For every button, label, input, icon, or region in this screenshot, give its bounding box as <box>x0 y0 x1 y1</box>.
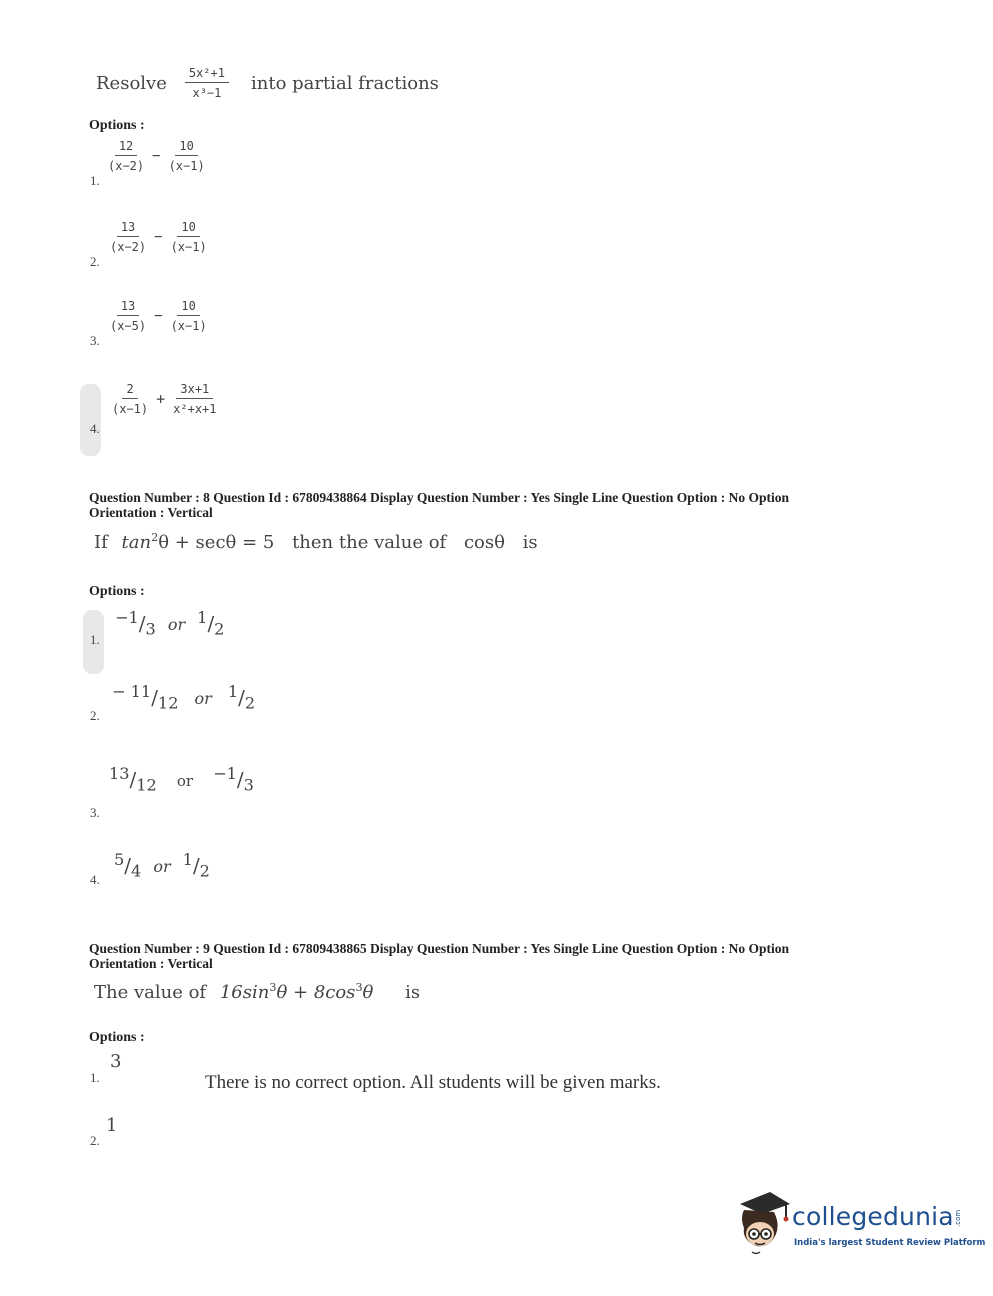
q7-opt3-a-den: (x−5) <box>110 319 147 333</box>
q7-option-3[interactable] <box>106 299 211 333</box>
q7-opt4-b-num: 3x+1 <box>176 382 213 399</box>
q7-frac-denominator: x³−1 <box>192 86 222 100</box>
q8-opt4-den: 4 <box>131 861 142 881</box>
q7-opt1-b-num: 10 <box>175 139 197 156</box>
q9-option-1-number: 1. <box>90 1070 100 1085</box>
q7-question <box>96 66 439 100</box>
q8-tan-exponent: 2 <box>151 531 159 544</box>
q7-fraction <box>185 66 229 100</box>
q9-option-1[interactable]: 3 <box>110 1051 122 1072</box>
q7-opt2-a-num: 13 <box>117 220 139 237</box>
q7-opt1-a-num: 12 <box>115 139 137 156</box>
q7-opt1-b-den: (x−1) <box>168 159 205 173</box>
q7-opt2-b-num: 10 <box>177 220 199 237</box>
q9-meta-line2: Orientation : Vertical <box>89 956 213 971</box>
q8-option-4-number: 4. <box>90 872 100 887</box>
q8-meta-line2: Orientation : Vertical <box>89 505 213 520</box>
q8-opt3-or: or <box>176 772 194 791</box>
q7-frac-numerator: 5x²+1 <box>185 66 229 83</box>
q7-suffix: into partial fractions <box>250 72 439 94</box>
q7-opt3-b-den: (x−1) <box>170 319 207 333</box>
q8-option-3-number: 3. <box>90 805 100 820</box>
q7-opt3-operator: − <box>154 308 163 324</box>
q8-opt2-den2: 2 <box>244 693 256 713</box>
q7-option-2-number: 2. <box>90 254 100 269</box>
q8-meta <box>89 490 789 520</box>
q8-opt3-num2: −1 <box>213 764 237 783</box>
q9-option-2-number: 2. <box>90 1133 100 1148</box>
logo-name: collegedunia <box>792 1202 954 1231</box>
q8-opt1-den2: 2 <box>214 619 225 639</box>
q9-term2: θ + 8cos <box>276 982 356 1003</box>
q9-exp2: 3 <box>355 981 363 994</box>
q9-question <box>94 981 420 1003</box>
q8-cos: cosθ <box>463 532 505 553</box>
q7-option-3-number: 3. <box>90 333 100 348</box>
q8-option-2-number: 2. <box>90 708 100 723</box>
q8-option-3[interactable]: $^{13}/_{12}$ or $^{-1}/_3$ <box>109 764 254 795</box>
q7-option-4[interactable] <box>108 382 221 416</box>
q8-option-4[interactable]: $^5/_4$ or $^1/_2$ <box>114 850 210 881</box>
q9-note: There is no correct option. All students will be given marks. <box>205 1072 661 1093</box>
q7-opt2-operator: − <box>154 229 163 245</box>
q9-prefix: The value of <box>94 982 207 1003</box>
q8-then: then the value of <box>292 532 447 553</box>
q8-opt4-num: 5 <box>114 850 125 869</box>
q8-opt2-num: − 11 <box>112 682 152 701</box>
q9-option-2[interactable]: 1 <box>106 1115 118 1136</box>
q8-opt4-den2: 2 <box>199 861 210 881</box>
q7-opt3-a-num: 13 <box>117 299 139 316</box>
q7-option-2[interactable] <box>106 220 211 254</box>
q7-opt1-a-den: (x−2) <box>108 159 145 173</box>
q7-option-4-number: 4. <box>90 421 100 436</box>
q8-question <box>94 531 538 553</box>
q7-option-4-highlight <box>80 384 101 456</box>
q8-option-1[interactable]: $^{-1}/_3$ or $^1/_2$ <box>115 608 225 639</box>
q8-option-2[interactable]: $^{- 11}/_{12}$ or $^1/_2$ <box>112 682 256 713</box>
q8-opt1-num: −1 <box>115 608 139 627</box>
q8-opt3-den: 12 <box>136 775 157 795</box>
logo-tagline: India's largest Student Review Platform <box>794 1238 986 1248</box>
q8-options-label: Options : <box>89 584 145 599</box>
q7-opt4-b-den: x²+x+1 <box>173 402 217 416</box>
q8-opt1-den: 3 <box>145 619 156 639</box>
logo-suffix: .com <box>953 1209 962 1227</box>
q8-opt1-num2: 1 <box>197 608 208 627</box>
q7-opt1-operator: − <box>152 148 161 164</box>
q7-options-label: Options : <box>89 118 145 133</box>
q9-meta <box>89 941 789 971</box>
q8-equation: θ + secθ = 5 <box>158 532 275 553</box>
q9-term3: θ <box>362 982 374 1003</box>
q8-option-1-number: 1. <box>90 632 100 647</box>
q8-opt4-or: or <box>153 857 171 877</box>
q8-opt2-or: or <box>194 689 212 709</box>
q7-opt3-b-num: 10 <box>177 299 199 316</box>
q9-term1: 16sin <box>219 982 270 1003</box>
q8-opt2-den: 12 <box>157 693 179 713</box>
q8-opt2-num2: 1 <box>227 682 239 701</box>
q7-prefix: Resolve <box>96 72 167 94</box>
q7-opt4-operator: + <box>156 390 166 408</box>
q9-is: is <box>405 982 421 1003</box>
q8-opt3-den2: 3 <box>243 775 254 795</box>
q9-meta-line1: Question Number : 9 Question Id : 67809438865 Display Question Number : Yes Single Line Question Option : No Option <box>89 941 789 956</box>
q8-opt3-num: 13 <box>109 764 130 783</box>
q7-opt4-a-num: 2 <box>122 382 137 399</box>
q7-opt2-b-den: (x−1) <box>170 240 207 254</box>
q9-exp1: 3 <box>269 981 277 994</box>
q8-is: is <box>522 532 538 553</box>
q7-option-1-number: 1. <box>90 173 100 188</box>
q7-option-1[interactable] <box>104 139 209 173</box>
q9-options-label: Options : <box>89 1030 145 1045</box>
q8-opt4-num2: 1 <box>182 850 193 869</box>
q7-opt2-a-den: (x−2) <box>110 240 147 254</box>
collegedunia-logo <box>734 1188 986 1258</box>
q8-opt1-or: or <box>167 615 186 635</box>
q8-tan: tan <box>121 532 152 553</box>
q7-opt4-a-den: (x−1) <box>112 402 149 416</box>
mascot-icon <box>734 1188 792 1258</box>
q8-if: If <box>94 532 108 553</box>
q8-meta-line1: Question Number : 8 Question Id : 67809438864 Display Question Number : Yes Single Line Question Option : No Option <box>89 490 789 505</box>
